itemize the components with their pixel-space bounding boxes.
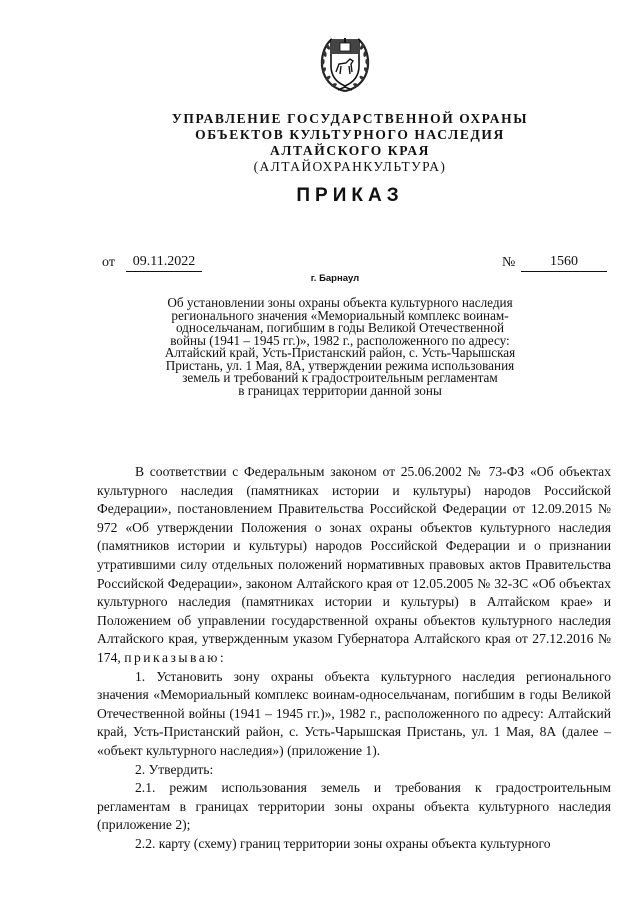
org-name-line-3: АЛТАЙСКОГО КРАЯ — [269, 143, 431, 158]
subject-line: односельчанам, погибшим в годы Великой Отечественной — [175, 320, 505, 335]
date-prefix: от — [102, 255, 115, 270]
item-2-1-paragraph: 2.1. режим использования земель и требования к градостроительным регламентам в границах территории зоны охраны объекта культурного наследия (приложение 2); — [97, 780, 611, 833]
document-title: ПРИКАЗ — [296, 185, 404, 206]
document-city: г. Барнаул — [310, 273, 360, 284]
org-name-line-2: ОБЪЕКТОВ КУЛЬТУРНОГО НАСЛЕДИЯ — [195, 127, 505, 142]
preamble-paragraph — [97, 463, 611, 668]
org-name-line-1: УПРАВЛЕНИЕ ГОСУДАРСТВЕННОЙ ОХРАНЫ — [171, 111, 529, 126]
preamble-text: В соответствии с Федеральным законом от 25.06.2002 № 73-ФЗ «Об объектах культурного наследия (памятниках истории и культуры) народов Российской Федерации», постановлением Правительства Российской Федерации от 12.09.2015 № 972 «Об утверждении Положения о зонах охраны объектов культурного наследия (памятников истории и культуры) народов Российской Федерации и о признании утратившими силу отдельных положений нормативных правовых актов Правительства Российской Федерации», законом Алтайского края от 12.05.2005 № 32-ЗС «Об объектах культурного наследия (памятниках истории и культуры) в Алтайском крае» и Положением об управлении государственной охраны объектов культурного наследия Алтайского края, утвержденным указом Губернатора Алтайского края от 27.12.2016 № 174, — [97, 464, 611, 665]
document-date: 09.11.2022 — [126, 253, 202, 272]
number-prefix: № — [502, 255, 516, 270]
document-subject — [120, 297, 560, 397]
document-body — [97, 463, 611, 853]
subject-line: в границах территории данной зоны — [238, 382, 442, 398]
subject-line: войны (1941 – 1945 гг.)», 1982 г., расположенного по адресу: — [170, 332, 510, 348]
item-2-2-paragraph: 2.2. карту (схему) границ территории зоны охраны объекта культурного — [135, 835, 551, 851]
subject-line: земель и требований к градостроительным регламентам — [182, 370, 498, 385]
subject-line: Алтайский край, Усть-Пристанский район, с. Усть-Чарышская — [164, 345, 516, 360]
altai-krai-coat-of-arms-icon — [316, 30, 374, 94]
subject-line: Об установлении зоны охраны объекта культурного наследия — [167, 295, 513, 310]
item-2-paragraph: 2. Утвердить: — [135, 761, 214, 777]
subject-line: Пристань, ул. 1 Мая, 8А, утверждении режима использования — [165, 357, 515, 373]
subject-line: регионального значения «Мемориальный комплекс воинам- — [171, 307, 509, 323]
org-short-name: (АЛТАЙОХРАНКУЛЬТУРА) — [253, 159, 447, 174]
order-word: приказываю: — [124, 649, 227, 665]
item-1-paragraph: 1. Установить зону охраны объекта культурного наследия регионального значения «Мемориальный комплекс воинам-односельчанам, погибшим в годы Великой Отечественной войны (1941 – 1945 гг.)», 1982 г., расположенного по адресу: Алтайский край, Усть-Пристанский район, с. Усть-Чарышская Пристань, ул. 1 Мая, 8А (далее – «объект культурного наследия») (приложение 1). — [97, 668, 611, 758]
document-number: 1560 — [521, 253, 607, 272]
